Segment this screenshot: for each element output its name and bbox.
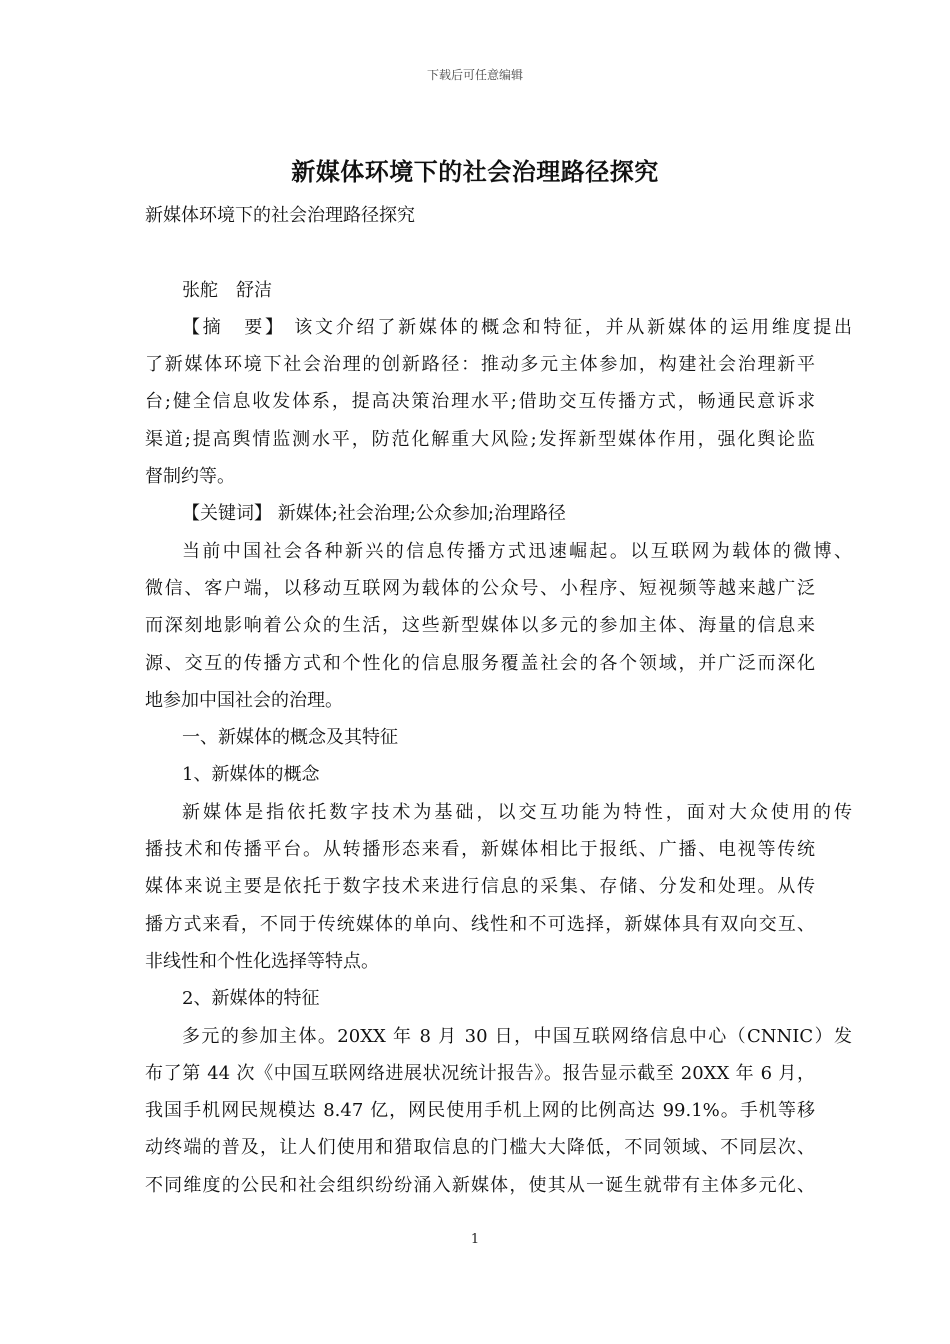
section-heading: 一、新媒体的概念及其特征 [182, 727, 398, 749]
abstract-line: 台;健全信息收发体系，提高决策治理水平;借助交互传播方式，畅通民意诉求 [145, 391, 815, 413]
intro-line: 当前中国社会各种新兴的信息传播方式迅速崛起。以互联网为载体的微博、 [182, 540, 852, 562]
abstract-line: 渠道;提高舆情监测水平，防范化解重大风险;发挥新型媒体作用，强化舆论监 [145, 428, 815, 450]
abstract-text: 该文介绍了新媒体的概念和特征，并从新媒体的运用维度提出 [294, 316, 852, 338]
intro-line: 微信、客户端，以移动互联网为载体的公众号、小程序、短视频等越来越广泛 [145, 577, 815, 599]
intro-line: 源、交互的传播方式和个性化的信息服务覆盖社会的各个领域，并广泛而深化 [145, 652, 815, 674]
features-line: 不同维度的公民和社会组织纷纷涌入新媒体，使其从一诞生就带有主体多元化、 [145, 1174, 815, 1196]
subsection-heading: 1、新媒体的概念 [182, 764, 320, 786]
features-line: 动终端的普及，让人们使用和猎取信息的门槛大大降低，不同领域、不同层次、 [145, 1137, 815, 1159]
subtitle-line: 新媒体环境下的社会治理路径探究 [145, 205, 415, 226]
concept-line: 新媒体是指依托数字技术为基础，以交互功能为特性，面对大众使用的传 [182, 801, 852, 823]
abstract-line-1 [145, 309, 852, 346]
page-number: 1 [470, 1232, 480, 1247]
intro-line: 地参加中国社会的治理。 [145, 689, 343, 711]
concept-line: 媒体来说主要是依托于数字技术来进行信息的采集、存储、分发和处理。从传 [145, 876, 815, 898]
keywords-text: 新媒体;社会治理;公众参加;治理路径 [277, 503, 566, 525]
blank-line [145, 234, 815, 271]
abstract-label: 【摘 要】 [182, 316, 286, 338]
keywords-line [145, 495, 815, 532]
concept-line: 非线性和个性化选择等特点。 [145, 950, 379, 972]
authors-line: 张舵 舒洁 [182, 279, 272, 301]
document-title: 新媒体环境下的社会治理路径探究 [291, 157, 659, 186]
features-line: 我国手机网民规模达 8.47 亿，网民使用手机上网的比例高达 99.1%。手机等移 [145, 1100, 815, 1122]
abstract-line: 了新媒体环境下社会治理的创新路径：推动多元主体参加，构建社会治理新平 [145, 354, 815, 376]
concept-line: 播技术和传播平台。从转播形态来看，新媒体相比于报纸、广播、电视等传统 [145, 839, 815, 861]
document-body [145, 197, 852, 1204]
keywords-label: 【关键词】 [182, 503, 272, 525]
abstract-line: 督制约等。 [145, 466, 235, 488]
features-line: 布了第 44 次《中国互联网络进展状况统计报告》。报告显示截至 20XX 年 6 月， [145, 1062, 815, 1084]
concept-line: 播方式来看，不同于传统媒体的单向、线性和不可选择，新媒体具有双向交互、 [145, 913, 815, 935]
header-note: 下载后可任意编辑 [426, 68, 523, 82]
intro-line: 而深刻地影响着公众的生活，这些新型媒体以多元的参加主体、海量的信息来 [145, 615, 815, 637]
subsection-heading: 2、新媒体的特征 [182, 988, 320, 1010]
features-line: 多元的参加主体。20XX 年 8 月 30 日，中国互联网络信息中心（CNNIC）发 [182, 1025, 852, 1047]
